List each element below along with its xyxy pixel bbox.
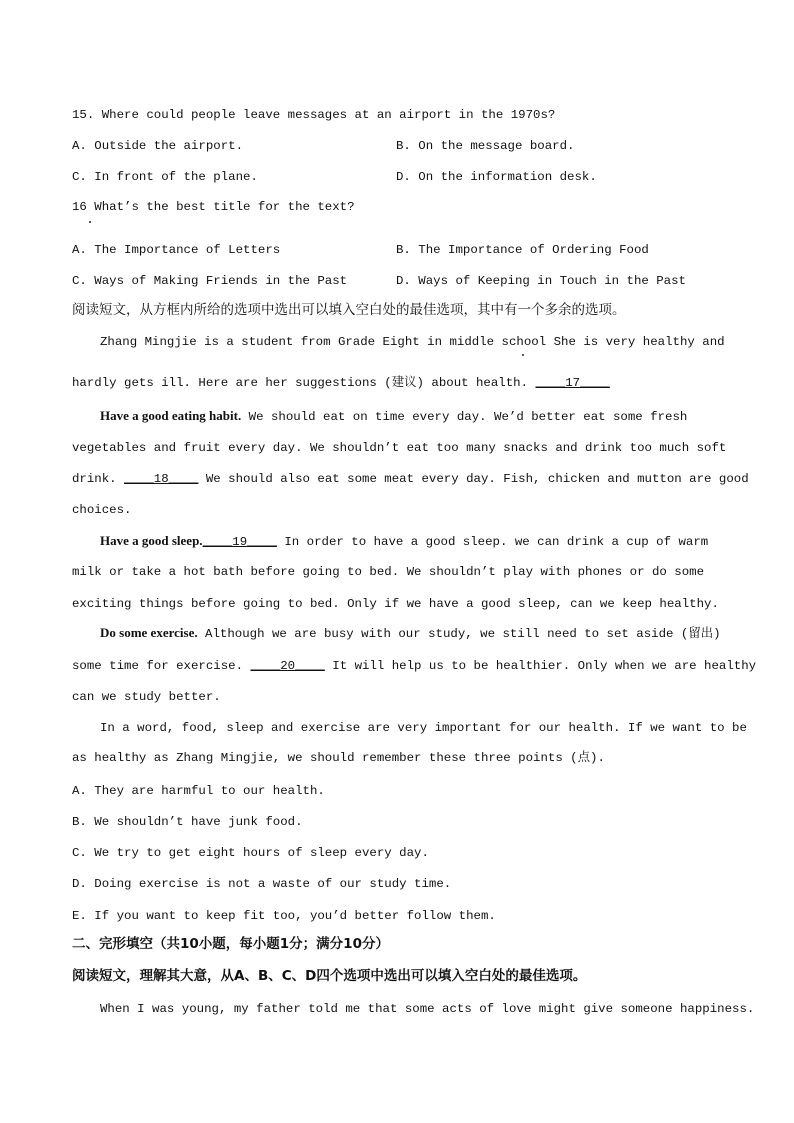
passage-text: We should eat on time every day. We’d better eat some fresh (241, 410, 688, 424)
passage-text: Although we are busy with our study, we still need to set aside (留出) (197, 627, 721, 641)
heading-exercise: Do some exercise. (100, 625, 198, 640)
passage-text: It will help us to be healthier. Only when we are healthy (324, 659, 757, 673)
passage-line: milk or take a hot bath before going to bed. We shouldn’t play with phones or do some (72, 565, 705, 579)
passage-line (100, 408, 687, 425)
passage-line: vegetables and fruit every day. We shouldn’t eat too many snacks and drink too much soft (72, 441, 727, 455)
option-c: C. We try to get eight hours of sleep every day. (72, 846, 429, 860)
q16-option-c: C. Ways of Making Friends in the Past (72, 274, 348, 288)
passage-line: exciting things before going to bed. Only if we have a good sleep, can we keep healthy. (72, 597, 719, 611)
option-e: E. If you want to keep fit too, you’d better follow them. (72, 909, 496, 923)
option-b: B. We shouldn’t have junk food. (72, 815, 303, 829)
passage-line: can we study better. (72, 690, 221, 704)
blank-19: ____19____ (202, 535, 277, 549)
q15-option-b: B. On the message board. (396, 139, 575, 153)
passage-line (72, 471, 749, 487)
passage-text: We should also eat some meat every day. Fish, chicken and mutton are good (198, 472, 749, 486)
passage-line: as healthy as Zhang Mingjie, we should remember these three points (点). (72, 751, 605, 765)
q16-option-b: B. The Importance of Ordering Food (396, 243, 649, 257)
option-a: A. They are harmful to our health. (72, 784, 325, 798)
q16-option-a: A. The Importance of Letters (72, 243, 281, 257)
q15-option-d: D. On the information desk. (396, 170, 597, 184)
section-instructions: 阅读短文，从方框内所给的选项中选出可以填入空白处的最佳选项，其中有一个多余的选项。 (72, 302, 626, 318)
passage-line: In a word, food, sleep and exercise are very important for our health. If we want to be (100, 721, 747, 735)
option-d: D. Doing exercise is not a waste of our study time. (72, 877, 452, 891)
passage-text: hardly gets ill. Here are her suggestions (建议) about health. (72, 376, 536, 390)
q16-option-d: D. Ways of Keeping in Touch in the Past (396, 274, 686, 288)
blank-18: ____18____ (124, 472, 199, 486)
passage-text: some time for exercise. (72, 659, 251, 673)
section2-heading: 二、完形填空（共10小题，每小题1分；满分10分） (72, 936, 389, 952)
passage-line: choices. (72, 503, 132, 517)
section2-instructions: 阅读短文，理解其大意，从A、B、C、D四个选项中选出可以填入空白处的最佳选项。 (72, 968, 587, 984)
passage-text: drink. (72, 472, 125, 486)
passage-line (100, 625, 721, 642)
q15-option-a: A. Outside the airport. (72, 139, 244, 153)
heading-eating-habit: Have a good eating habit. (100, 408, 242, 423)
passage-line: Zhang Mingjie is a student from Grade Eight in middle school She is very healthy and (100, 335, 725, 349)
question-16: 16 What’s the best title for the text? (72, 200, 355, 214)
heading-good-sleep: Have a good sleep. (100, 533, 203, 548)
passage-line (100, 533, 708, 550)
blank-20: ____20____ (250, 659, 325, 673)
dot-mark (522, 354, 524, 356)
passage-text: In order to have a good sleep. we can drink a cup of warm (276, 535, 709, 549)
blank-17: ____17____ (535, 376, 610, 390)
question-15: 15. Where could people leave messages at an airport in the 1970s? (72, 108, 556, 122)
q15-option-c: C. In front of the plane. (72, 170, 258, 184)
passage-line (72, 658, 756, 674)
passage-line: When I was young, my father told me that some acts of love might give someone happiness. (100, 1002, 755, 1016)
passage-line (72, 375, 610, 391)
dot-mark (89, 221, 91, 223)
